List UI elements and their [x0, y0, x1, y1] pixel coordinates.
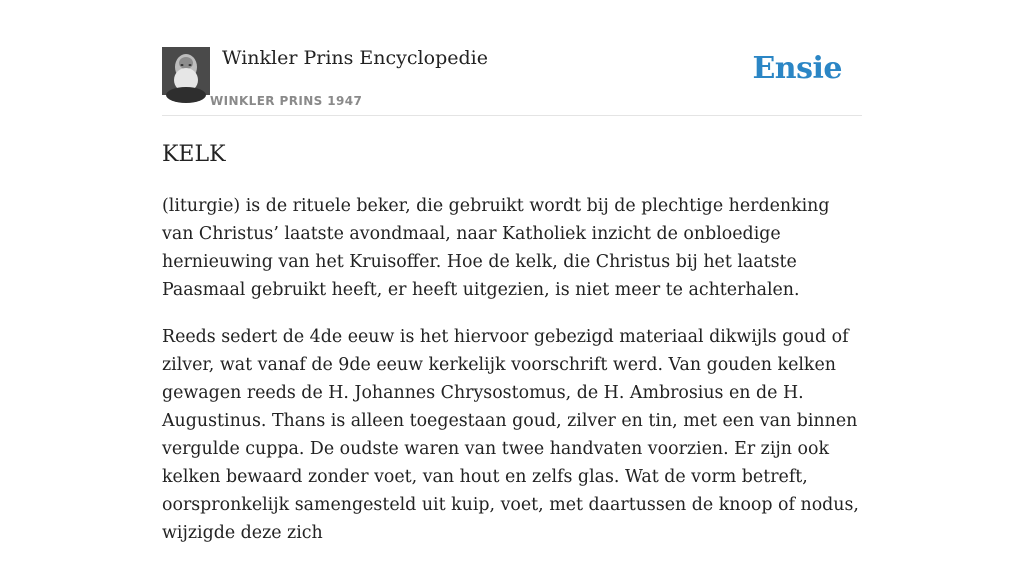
site-title[interactable]: Winkler Prins Encyclopedie [222, 47, 488, 69]
portrait-icon [162, 47, 210, 95]
paragraph: (liturgie) is de rituele beker, die gebruikt wordt bij de plechtige herdenking van Christus’ laatste avondmaal, naar Katholiek inzicht de onbloedige hernieuwing van het Kruisoffer. Hoe de kelk, die Christus bij het laatste Paasmaal gebruikt heeft, er heeft uitgezien, is niet meer te achterhalen. [162, 196, 830, 300]
header [162, 0, 862, 116]
edition-label[interactable]: WINKLER PRINS 1947 [210, 94, 363, 108]
page [162, 0, 862, 543]
article-body [162, 192, 862, 566]
entry-title: KELK [162, 142, 226, 167]
avatar[interactable] [162, 47, 210, 95]
brand-logo[interactable]: Ensie [752, 51, 842, 86]
paragraph: Reeds sedert de 4de eeuw is het hiervoor gebezigd materiaal dikwijls goud of zilver, wat vanaf de 9de eeuw kerkelijk voorschrift werd. Van gouden kelken gewagen reeds de H. Johannes Chrysostomus, de H. Ambrosius en de H. Augustinus. Thans is alleen toegestaan goud, zilver en tin, met een van binnen vergulde cuppa. De oudste waren van twee handvaten voorzien. Er zijn ook kelken bewaard zonder voet, van hout en zelfs glas. Wat de vorm betreft, oorspronkelijk samengesteld uit kuip, voet, met daartussen de knoop of nodus, wijzigde deze zich [162, 327, 859, 543]
